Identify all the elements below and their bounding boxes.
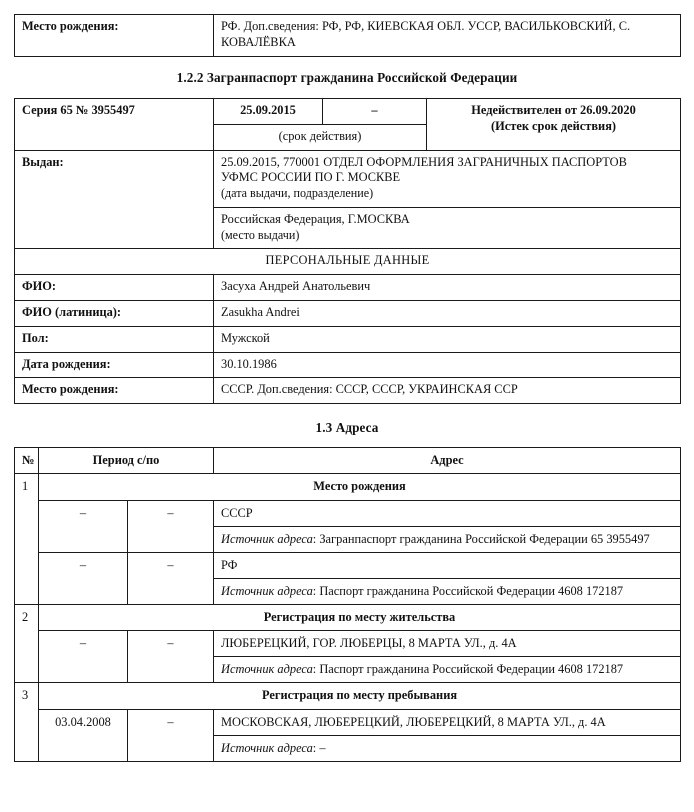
group-heading: Место рождения — [39, 474, 681, 500]
fio-value: Засуха Андрей Анатольевич — [214, 274, 681, 300]
fio-latin-value: Zasukha Andrei — [214, 300, 681, 326]
period-from: – — [39, 500, 128, 552]
passport-issue-date: 25.09.2015 — [214, 98, 323, 124]
table-row — [15, 474, 681, 500]
col-header-address: Адрес — [214, 448, 681, 474]
address-source — [214, 657, 681, 683]
address-source-label: Источник адреса — [221, 531, 313, 546]
gender-label: Пол: — [15, 326, 214, 352]
passport-table — [14, 98, 681, 405]
passport-issued-value — [214, 150, 681, 207]
group-number: 1 — [15, 474, 39, 605]
table-row — [15, 605, 681, 631]
address-source-value: : – — [312, 740, 326, 755]
table-row — [15, 552, 681, 578]
address-source-value: : Паспорт гражданина Российской Федерации 4608 172187 — [312, 583, 624, 598]
period-from: – — [39, 631, 128, 683]
address-source — [214, 578, 681, 604]
table-row — [15, 150, 681, 207]
table-row — [15, 683, 681, 709]
fio-label: ФИО: — [15, 274, 214, 300]
period-from: – — [39, 552, 128, 604]
table-row — [15, 326, 681, 352]
address-source — [214, 735, 681, 761]
col-header-num: № — [15, 448, 39, 474]
passport-issued-line2: УФМС РОССИИ ПО Г. МОСКВЕ — [221, 170, 401, 185]
table-row — [15, 249, 681, 275]
table-row — [15, 300, 681, 326]
group-number: 3 — [15, 683, 39, 761]
passport-issued-line1: 25.09.2015, 770001 ОТДЕЛ ОФОРМЛЕНИЯ ЗАГРАНИЧНЫХ ПАСПОРТОВ — [221, 154, 627, 169]
passport-invalid-status — [427, 98, 681, 150]
table-header-row — [15, 448, 681, 474]
fio-latin-label: ФИО (латиница): — [15, 300, 214, 326]
table-row — [15, 352, 681, 378]
birthplace-table — [14, 14, 681, 57]
address-source-label: Источник адреса — [221, 583, 313, 598]
address-source — [214, 526, 681, 552]
address-value: ЛЮБЕРЕЦКИЙ, ГОР. ЛЮБЕРЦЫ, 8 МАРТА УЛ., д. 4А — [214, 631, 681, 657]
table-row — [15, 378, 681, 404]
personal-data-header: ПЕРСОНАЛЬНЫЕ ДАННЫЕ — [15, 249, 681, 275]
period-to: – — [128, 631, 214, 683]
passport-issued-label: Выдан: — [15, 150, 214, 249]
group-number: 2 — [15, 605, 39, 683]
addresses-table — [14, 447, 681, 762]
passport-invalid-line2: (Истек срок действия) — [490, 118, 617, 133]
col-header-period: Период с/по — [39, 448, 214, 474]
address-source-value: : Загранпаспорт гражданина Российской Федерации 65 3955497 — [312, 531, 650, 546]
period-from: 03.04.2008 — [39, 709, 128, 761]
address-source-label: Источник адреса — [221, 740, 313, 755]
passport-section-title: 1.2.2 Загранпаспорт гражданина Российской Федерации — [176, 69, 518, 85]
passport-place-value — [214, 207, 681, 248]
period-to: – — [128, 709, 214, 761]
passport-invalid-line1: Недействителен от 26.09.2020 — [471, 102, 636, 117]
address-value: РФ — [214, 552, 681, 578]
birthplace2-label: Место рождения: — [15, 378, 214, 404]
table-row — [15, 15, 681, 57]
passport-expiry-date: – — [323, 98, 427, 124]
birthdate-value: 30.10.1986 — [214, 352, 681, 378]
passport-place-caption: (место выдачи) — [221, 227, 300, 242]
address-source-label: Источник адреса — [221, 662, 313, 677]
period-to: – — [128, 552, 214, 604]
period-to: – — [128, 500, 214, 552]
group-heading: Регистрация по месту жительства — [39, 605, 681, 631]
passport-issued-caption: (дата выдачи, подразделение) — [221, 186, 374, 201]
table-row — [15, 709, 681, 735]
table-row — [15, 274, 681, 300]
address-value: СССР — [214, 500, 681, 526]
gender-value: Мужской — [214, 326, 681, 352]
group-heading: Регистрация по месту пребывания — [39, 683, 681, 709]
birthdate-label: Дата рождения: — [15, 352, 214, 378]
table-row — [15, 500, 681, 526]
passport-validity-caption: (срок действия) — [214, 124, 427, 150]
passport-series-number: Серия 65 № 3955497 — [15, 98, 214, 150]
table-row — [15, 631, 681, 657]
birthplace2-value: СССР. Доп.сведения: СССР, СССР, УКРАИНСКАЯ ССР — [214, 378, 681, 404]
table-row — [15, 98, 681, 124]
address-value: МОСКОВСКАЯ, ЛЮБЕРЕЦКИЙ, ЛЮБЕРЕЦКИЙ, 8 МАРТА УЛ., д. 4А — [214, 709, 681, 735]
birthplace-label: Место рождения: — [15, 15, 214, 57]
address-source-value: : Паспорт гражданина Российской Федерации 4608 172187 — [312, 662, 624, 677]
addresses-section-title: 1.3 Адреса — [315, 420, 379, 436]
passport-place-line: Российская Федерация, Г.МОСКВА — [221, 211, 410, 226]
birthplace-value: РФ. Доп.сведения: РФ, РФ, КИЕВСКАЯ ОБЛ. УССР, ВАСИЛЬКОВСКИЙ, С. КОВАЛЁВКА — [214, 15, 681, 57]
